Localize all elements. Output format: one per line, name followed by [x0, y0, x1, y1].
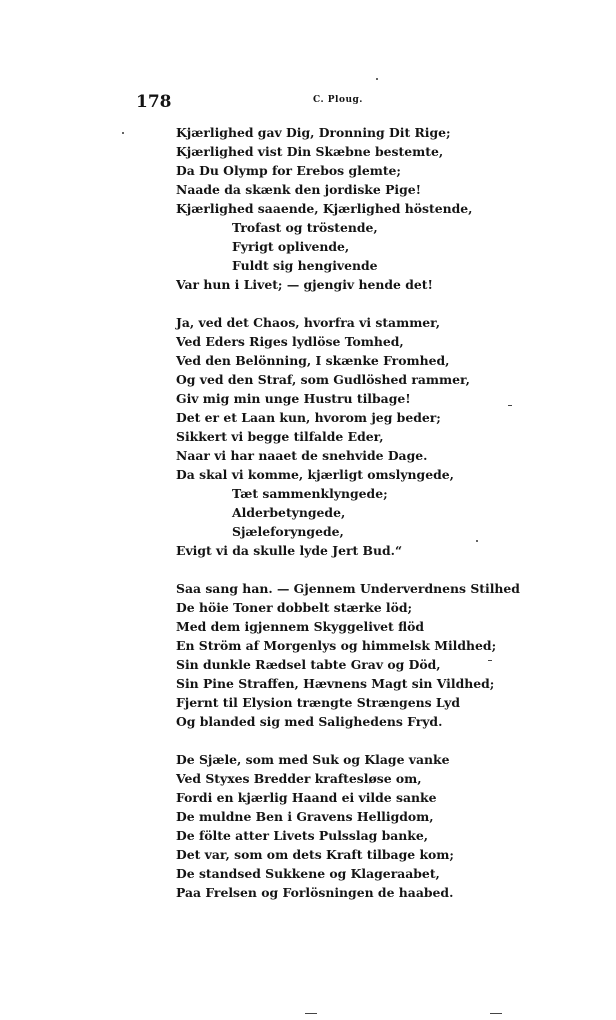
verse-line: De Sjæle, som med Suk og Klage vanke: [176, 752, 450, 767]
verse-line: De höie Toner dobbelt stærke löd;: [176, 600, 413, 615]
running-head: C. Ploug.: [313, 95, 363, 105]
verse-line: De fölte atter Livets Pulsslag banke,: [176, 828, 429, 843]
verse-line: Evigt vi da skulle lyde Jert Bud.“: [176, 543, 403, 558]
verse-line: Ja, ved det Chaos, hvorfra vi stammer,: [176, 315, 441, 330]
verse-line: Naade da skænk den jordiske Pige!: [176, 182, 422, 197]
verse-line: Fordi en kjærlig Haand ei vilde sanke: [176, 790, 437, 805]
print-mark: [305, 1013, 317, 1014]
verse-line: Paa Frelsen og Forlösningen de haabed.: [176, 885, 454, 900]
verse-line: Fjernt til Elysion trængte Strængens Lyd: [176, 695, 461, 710]
stanza-gap: [176, 731, 596, 750]
verse-line: Ved Styxes Bredder kraftesløse om,: [176, 771, 422, 786]
verse-line: De muldne Ben i Gravens Helligdom,: [176, 809, 434, 824]
verse-line: Tæt sammenklyngede;: [232, 486, 388, 501]
stanza: [176, 123, 596, 294]
verse-line: Da Du Olymp for Erebos glemte;: [176, 163, 401, 178]
print-speck: [476, 540, 478, 542]
verse-line: Med dem igjennem Skyggelivet flöd: [176, 619, 425, 634]
print-mark: [490, 1013, 502, 1014]
verse-line: Ved Eders Riges lydlöse Tomhed,: [176, 334, 404, 349]
verse-line: Trofast og tröstende,: [232, 220, 378, 235]
print-speck: [122, 132, 124, 134]
verse-line: Sjæleforyngede,: [232, 524, 344, 539]
verse-line: Alderbetyngede,: [232, 505, 346, 520]
verse-line: Kjærlighed gav Dig, Dronning Dit Rige;: [176, 125, 451, 140]
stanza-gap: [176, 294, 596, 313]
verse-line: En Ström af Morgenlys og himmelsk Mildhed;: [176, 638, 497, 653]
poem-body: [176, 123, 596, 902]
print-speck: [376, 78, 378, 80]
stanza: [176, 750, 596, 902]
verse-line: Sikkert vi begge tilfalde Eder,: [176, 429, 384, 444]
verse-line: Ved den Belönning, I skænke Fromhed,: [176, 353, 450, 368]
page-number: 178: [136, 92, 172, 112]
verse-line: Kjærlighed saaende, Kjærlighed höstende,: [176, 201, 473, 216]
verse-line: Naar vi har naaet de snehvide Dage.: [176, 448, 428, 463]
verse-line: Det var, som om dets Kraft tilbage kom;: [176, 847, 454, 862]
print-mark: [488, 660, 492, 661]
verse-line: Sin dunkle Rædsel tabte Grav og Död,: [176, 657, 441, 672]
verse-line: Saa sang han. — Gjennem Underverdnens Stilhed: [176, 581, 520, 596]
stanza: [176, 579, 596, 731]
verse-line: De standsed Sukkene og Klageraabet,: [176, 866, 440, 881]
verse-line: Og ved den Straf, som Gudlöshed rammer,: [176, 372, 470, 387]
stanza-gap: [176, 560, 596, 579]
verse-line: Giv mig min unge Hustru tilbage!: [176, 391, 411, 406]
print-mark: [508, 405, 512, 406]
verse-line: Kjærlighed vist Din Skæbne bestemte,: [176, 144, 444, 159]
verse-line: Fyrigt oplivende,: [232, 239, 350, 254]
stanza: [176, 313, 596, 560]
verse-line: Det er et Laan kun, hvorom jeg beder;: [176, 410, 441, 425]
verse-line: Var hun i Livet; — gjengiv hende det!: [176, 277, 433, 292]
verse-line: Da skal vi komme, kjærligt omslyngede,: [176, 467, 454, 482]
verse-line: Og blanded sig med Salighedens Fryd.: [176, 714, 443, 729]
verse-line: Sin Pine Straffen, Hævnens Magt sin Vildhed;: [176, 676, 495, 691]
verse-line: Fuldt sig hengivende: [232, 258, 378, 273]
